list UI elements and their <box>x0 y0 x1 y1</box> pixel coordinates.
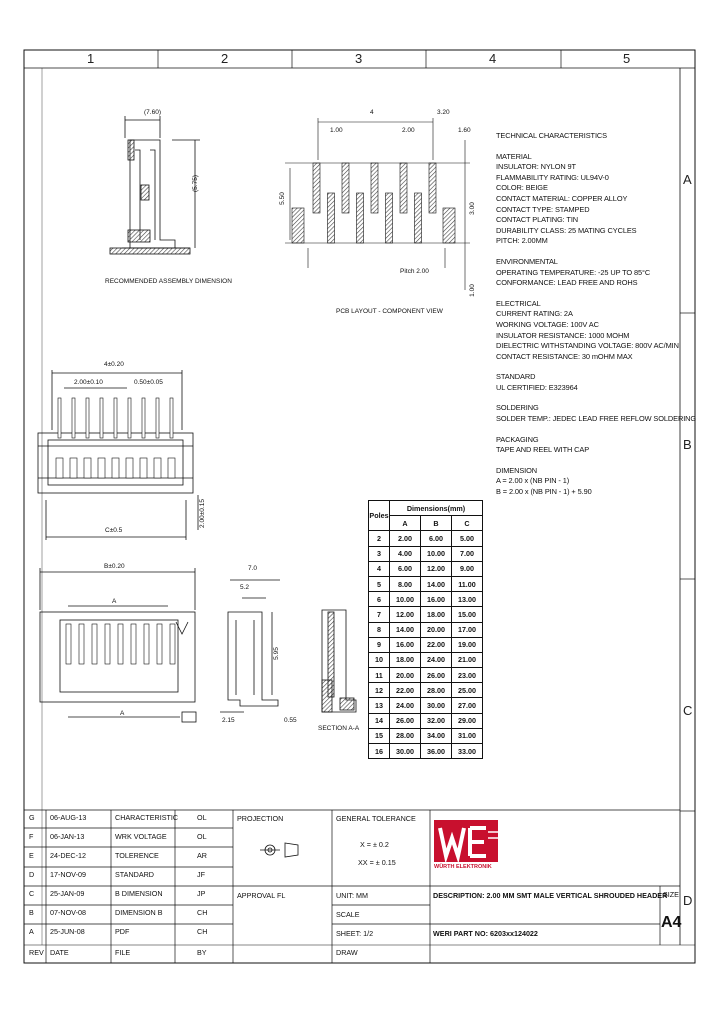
revision-cell: B <box>29 908 34 917</box>
table-cell: 4 <box>369 561 390 576</box>
front-pin <box>156 398 159 438</box>
zone-row-a: A <box>683 172 692 187</box>
dim-side-52: 5.2 <box>240 584 250 591</box>
table-cell: 21.00 <box>452 652 483 667</box>
pcb-pad <box>386 193 393 243</box>
revision-cell: DIMENSION B <box>115 908 163 917</box>
tolerance-xx: XX = ± 0.15 <box>358 858 396 867</box>
revision-header: FILE <box>115 948 131 957</box>
revision-cell: WRK VOLTAGE <box>115 832 167 841</box>
table-row <box>369 561 483 576</box>
pcb-pad <box>328 193 335 243</box>
table-cell: 20.00 <box>390 668 421 683</box>
revision-cell: OL <box>197 832 207 841</box>
pcb-layout-label: PCB LAYOUT - COMPONENT VIEW <box>336 308 443 315</box>
tech-line: WORKING VOLTAGE: 100V AC <box>496 319 599 329</box>
tech-section-head: STANDARD <box>496 372 536 382</box>
bottom-pin <box>79 624 84 664</box>
description: DESCRIPTION: 2.00 MM SMT MALE VERTICAL SHROUDED HEADER <box>433 891 668 900</box>
dim-side-055: 0.55 <box>284 717 297 724</box>
table-cell: 17.00 <box>452 622 483 637</box>
table-cell: 7 <box>369 607 390 622</box>
tech-line: SOLDER TEMP.: JEDEC LEAD FREE REFLOW SOLDERING <box>496 414 697 424</box>
dim-pcb-200: 2.00 <box>402 127 415 134</box>
table-cell: 4.00 <box>390 546 421 561</box>
recommended-assembly-view <box>110 116 200 254</box>
table-cell: 9.00 <box>452 561 483 576</box>
col-header-b: B <box>421 516 452 531</box>
revision-cell: JF <box>197 870 205 879</box>
table-cell: 12 <box>369 683 390 698</box>
table-cell: 14.00 <box>390 622 421 637</box>
bottom-pin <box>157 624 162 664</box>
pcb-pad <box>415 193 422 243</box>
dim-front-215: 2.00±0.15 <box>198 499 206 528</box>
dim-575: (5.75) <box>191 175 199 192</box>
table-cell: 15 <box>369 728 390 743</box>
dim-pcb-100b: 1.00 <box>468 284 476 297</box>
scale-label: SCALE <box>336 910 360 919</box>
dimensions-caption: Dimensions(mm) <box>390 501 483 516</box>
revision-cell: B DIMENSION <box>115 889 163 898</box>
pcb-mount-pad <box>443 208 455 243</box>
zone-row-d: D <box>683 893 693 908</box>
pcb-pad <box>357 193 364 243</box>
table-row <box>369 607 483 622</box>
table-cell: 15.00 <box>452 607 483 622</box>
tech-line: CONTACT TYPE: STAMPED <box>496 204 590 214</box>
revision-cell: PDF <box>115 927 130 936</box>
table-row <box>369 713 483 728</box>
poles-header: Poles <box>369 501 390 531</box>
table-cell: 23.00 <box>452 668 483 683</box>
table-cell: 13 <box>369 698 390 713</box>
table-cell: 10.00 <box>390 592 421 607</box>
table-cell: 19.00 <box>452 637 483 652</box>
table-row <box>369 683 483 698</box>
front-pin <box>72 398 75 438</box>
section-aa-label: SECTION A-A <box>318 725 360 732</box>
table-cell: 30.00 <box>421 698 452 713</box>
pcb-pad <box>371 163 378 213</box>
front-pin-slot <box>154 458 161 478</box>
table-cell: 25.00 <box>452 683 483 698</box>
table-cell: 22.00 <box>390 683 421 698</box>
logo-text: WÜRTH ELEKTRONIK <box>434 864 492 870</box>
front-pin <box>100 398 103 438</box>
tech-line: A = 2.00 x (NB PIN - 1) <box>496 476 570 486</box>
zone-row-c: C <box>683 703 693 718</box>
dim-pcb-100: 1.00 <box>330 127 343 134</box>
revision-cell: JP <box>197 889 206 898</box>
table-cell: 16 <box>369 744 390 759</box>
tech-line: DURABILITY CLASS: 25 MATING CYCLES <box>496 225 637 235</box>
table-cell: 20.00 <box>421 622 452 637</box>
dim-side-595: 5.95 <box>272 647 280 660</box>
front-pin <box>142 398 145 438</box>
dim-front-050: 0.50±0.05 <box>134 379 163 386</box>
table-cell: 12.00 <box>390 607 421 622</box>
tech-line: COLOR: BEIGE <box>496 183 548 193</box>
side-view <box>220 580 280 712</box>
table-row <box>369 576 483 591</box>
table-cell: 14.00 <box>421 576 452 591</box>
tech-line: CONTACT MATERIAL: COPPER ALLOY <box>496 193 628 203</box>
table-row <box>369 652 483 667</box>
revision-header: BY <box>197 948 207 957</box>
revision-cell: TOLERENCE <box>115 851 159 860</box>
table-row <box>369 698 483 713</box>
sheet-label: SHEET: 1/2 <box>336 929 374 938</box>
table-row <box>369 637 483 652</box>
pcb-pad <box>313 163 320 213</box>
table-cell: 16.00 <box>421 592 452 607</box>
dim-pcb-160: 1.60 <box>458 127 471 134</box>
tech-title: TECHNICAL CHARACTERISTICS <box>496 131 607 140</box>
front-pin-slot <box>98 458 105 478</box>
tech-line: UL CERTIFIED: E323964 <box>496 382 578 392</box>
table-cell: 13.00 <box>452 592 483 607</box>
table-cell: 2 <box>369 531 390 546</box>
tech-line: FLAMMABILITY RATING: UL94V-0 <box>496 172 609 182</box>
dim-pcb-550: 5.50 <box>278 192 286 205</box>
tech-section-head: PACKAGING <box>496 434 539 444</box>
revision-cell: 25-JUN-08 <box>50 927 85 936</box>
tech-line: TAPE AND REEL WITH CAP <box>496 445 590 455</box>
front-pin <box>58 398 61 438</box>
col-header-c: C <box>452 516 483 531</box>
bottom-pin <box>66 624 71 664</box>
revision-cell: 24-DEC-12 <box>50 851 86 860</box>
part-number: WERI PART NO: 6203xx124022 <box>433 929 538 938</box>
front-pin-slot <box>112 458 119 478</box>
zone-col-2: 2 <box>221 51 229 66</box>
revision-cell: 07-NOV-08 <box>50 908 86 917</box>
table-cell: 26.00 <box>390 713 421 728</box>
table-cell: 2.00 <box>390 531 421 546</box>
revision-cell: G <box>29 813 35 822</box>
tech-section-head: ELECTRICAL <box>496 298 541 308</box>
zone-col-3: 3 <box>355 51 363 66</box>
bottom-pin <box>92 624 97 664</box>
table-row <box>369 592 483 607</box>
pcb-pad <box>400 163 407 213</box>
revision-header: REV <box>29 948 44 957</box>
revision-cell: A <box>29 927 34 936</box>
dim-760: (7.60) <box>144 109 161 116</box>
table-cell: 5.00 <box>452 531 483 546</box>
approval-label: APPROVAL FL <box>237 891 286 900</box>
table-cell: 33.00 <box>452 744 483 759</box>
front-pin-slot <box>168 458 175 478</box>
tech-section-head: ENVIRONMENTAL <box>496 256 558 266</box>
front-pin-slot <box>56 458 63 478</box>
revision-cell: CHARACTERISTIC <box>115 813 179 822</box>
table-cell: 12.00 <box>421 561 452 576</box>
table-cell: 10 <box>369 652 390 667</box>
table-row <box>369 744 483 759</box>
table-cell: 32.00 <box>421 713 452 728</box>
front-view <box>38 370 198 540</box>
zone-col-5: 5 <box>623 51 631 66</box>
table-cell: 11.00 <box>452 576 483 591</box>
tolerance-x: X = ± 0.2 <box>360 840 389 849</box>
revision-cell: F <box>29 832 34 841</box>
front-pin-slot <box>70 458 77 478</box>
table-cell: 5 <box>369 576 390 591</box>
tech-line: PITCH: 2.00MM <box>496 236 548 246</box>
table-cell: 24.00 <box>421 652 452 667</box>
revision-header: DATE <box>50 948 69 957</box>
zone-col-1: 1 <box>87 51 95 66</box>
dim-side-215: 2.15 <box>222 717 235 724</box>
table-cell: 31.00 <box>452 728 483 743</box>
revision-cell: AR <box>197 851 207 860</box>
table-cell: 28.00 <box>390 728 421 743</box>
zone-row-b: B <box>683 437 692 452</box>
dim-bottom-a1: A <box>112 598 117 605</box>
table-cell: 8 <box>369 622 390 637</box>
table-cell: 3 <box>369 546 390 561</box>
tech-line: B = 2.00 x (NB PIN - 1) + 5.90 <box>496 487 592 497</box>
tech-line: CONTACT PLATING: TIN <box>496 215 579 225</box>
tech-line: CURRENT RATING: 2A <box>496 309 573 319</box>
table-row <box>369 531 483 546</box>
revision-cell: CH <box>197 927 208 936</box>
table-cell: 18.00 <box>421 607 452 622</box>
revision-cell: D <box>29 870 35 879</box>
dim-bottom-b: B±0.20 <box>104 563 125 570</box>
col-header-a: A <box>390 516 421 531</box>
section-aa-view <box>322 610 356 712</box>
table-cell: 11 <box>369 668 390 683</box>
front-pin-slot <box>140 458 147 478</box>
bottom-pin <box>105 624 110 664</box>
table-row <box>369 668 483 683</box>
table-cell: 14 <box>369 713 390 728</box>
tech-section-head: SOLDERING <box>496 403 539 413</box>
dim-bottom-a2: A <box>120 710 125 717</box>
revision-cell: 06-AUG-13 <box>50 813 87 822</box>
table-cell: 26.00 <box>421 668 452 683</box>
tech-line: CONTACT RESISTANCE: 30 mOHM MAX <box>496 351 633 361</box>
front-pin-slot <box>126 458 133 478</box>
front-pin <box>114 398 117 438</box>
front-pin <box>86 398 89 438</box>
table-cell: 6.00 <box>421 531 452 546</box>
bottom-pin <box>144 624 149 664</box>
tech-line: INSULATOR: NYLON 9T <box>496 162 576 172</box>
general-tolerance-label: GENERAL TOLERANCE <box>336 814 416 823</box>
tech-line: CONFORMANCE: LEAD FREE AND ROHS <box>496 278 638 288</box>
zone-col-4: 4 <box>489 51 497 66</box>
revision-cell: E <box>29 851 34 860</box>
unit-label: UNIT: MM <box>336 891 368 900</box>
table-cell: 29.00 <box>452 713 483 728</box>
table-cell: 6 <box>369 592 390 607</box>
projection-symbol <box>260 843 298 857</box>
dim-front-200: 2.00±0.10 <box>74 379 103 386</box>
revision-cell: C <box>29 889 35 898</box>
size-label: SIZE <box>663 890 679 899</box>
tech-line: INSULATOR RESISTANCE: 1000 MOHM <box>496 330 630 340</box>
size-value: A4 <box>661 914 682 931</box>
table-cell: 24.00 <box>390 698 421 713</box>
front-pin-slot <box>84 458 91 478</box>
wurth-logo <box>434 820 498 862</box>
table-cell: 10.00 <box>421 546 452 561</box>
recommended-assembly-label: RECOMMENDED ASSEMBLY DIMENSION <box>105 278 232 285</box>
draw-label: DRAW <box>336 948 358 957</box>
table-row <box>369 546 483 561</box>
dimensions-table <box>368 500 483 759</box>
revision-cell: 25-JAN-09 <box>50 889 85 898</box>
projection-label: PROJECTION <box>237 814 284 823</box>
table-cell: 27.00 <box>452 698 483 713</box>
revision-cell: 06-JAN-13 <box>50 832 85 841</box>
table-cell: 34.00 <box>421 728 452 743</box>
dim-pcb-300: 3.00 <box>468 202 476 215</box>
tech-section-head: DIMENSION <box>496 465 537 475</box>
table-cell: 6.00 <box>390 561 421 576</box>
technical-characteristics <box>496 131 706 508</box>
dim-pitch: Pitch 2.00 <box>400 268 429 275</box>
table-cell: 9 <box>369 637 390 652</box>
table-cell: 30.00 <box>390 744 421 759</box>
tech-line: OPERATING TEMPERATURE: -25 UP TO 85°C <box>496 267 651 277</box>
table-cell: 36.00 <box>421 744 452 759</box>
pcb-mount-pad <box>292 208 304 243</box>
dim-pcb-320: 3.20 <box>437 109 450 116</box>
pcb-pad <box>342 163 349 213</box>
dim-side-70: 7.0 <box>248 565 258 572</box>
table-row <box>369 622 483 637</box>
dim-front-4: 4±0.20 <box>104 361 124 368</box>
bottom-pin <box>118 624 123 664</box>
bottom-pin <box>170 624 175 664</box>
revision-cell: OL <box>197 813 207 822</box>
table-cell: 18.00 <box>390 652 421 667</box>
tech-line: DIELECTRIC WITHSTANDING VOLTAGE: 800V AC/MIN <box>496 341 679 351</box>
revision-cell: CH <box>197 908 208 917</box>
revision-cell: STANDARD <box>115 870 155 879</box>
table-cell: 28.00 <box>421 683 452 698</box>
revision-cell: 17-NOV-09 <box>50 870 86 879</box>
pcb-pad <box>429 163 436 213</box>
table-cell: 16.00 <box>390 637 421 652</box>
front-pin <box>128 398 131 438</box>
bottom-pin <box>131 624 136 664</box>
table-cell: 7.00 <box>452 546 483 561</box>
front-pin <box>170 398 173 438</box>
dim-pcb-4: 4 <box>370 109 374 116</box>
table-cell: 22.00 <box>421 637 452 652</box>
table-row <box>369 728 483 743</box>
dim-front-c: C±0.5 <box>105 527 123 534</box>
tech-section-head: MATERIAL <box>496 151 532 161</box>
table-cell: 8.00 <box>390 576 421 591</box>
